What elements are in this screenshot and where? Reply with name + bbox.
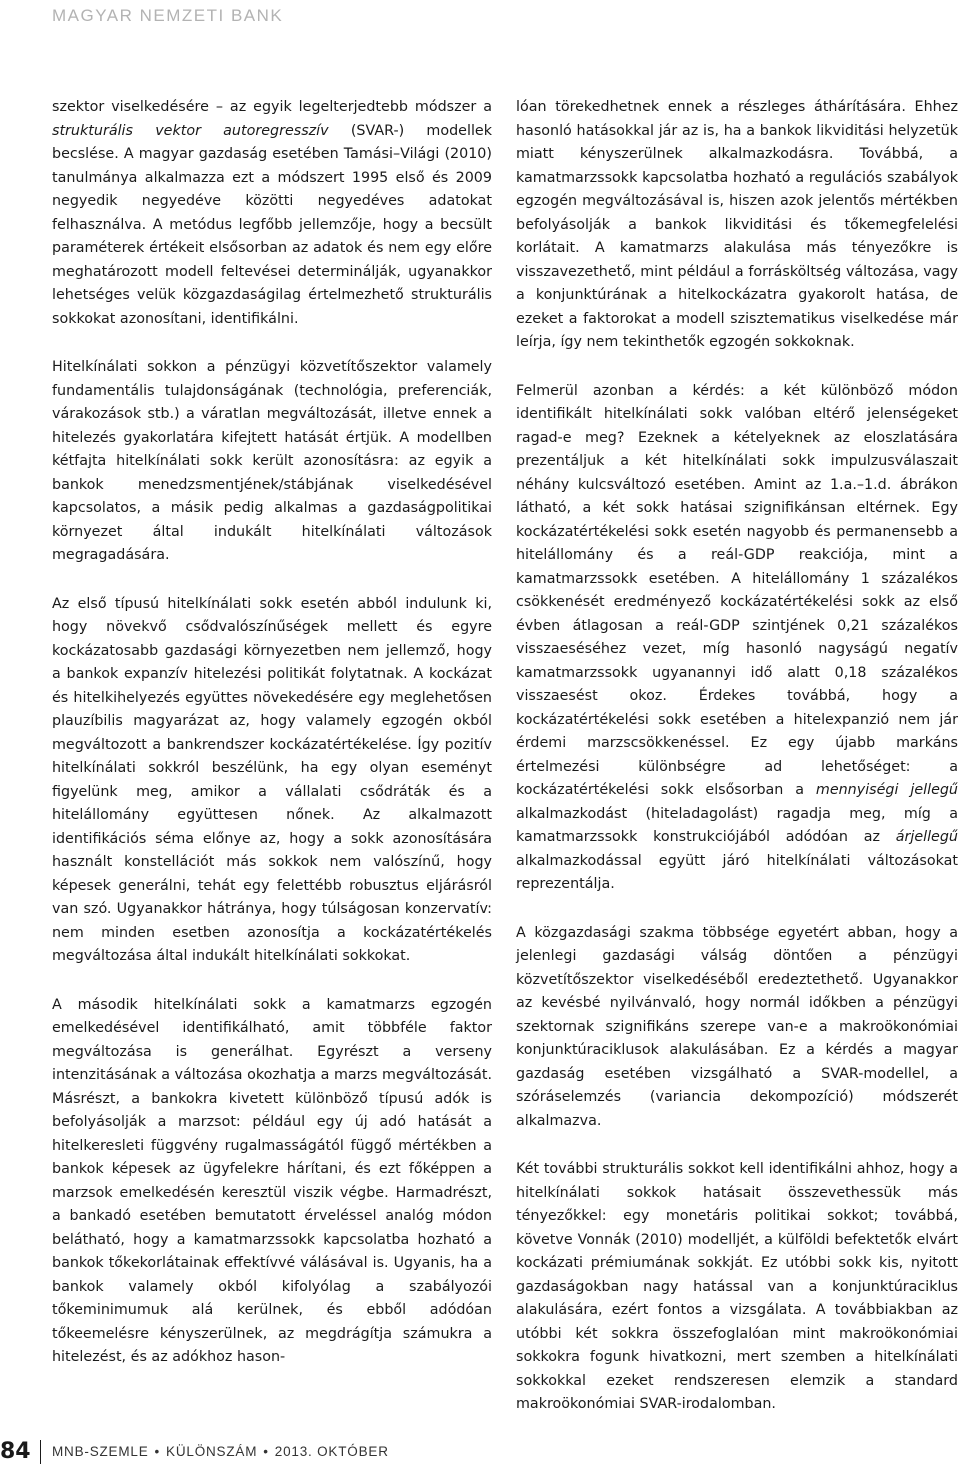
paragraph (516, 922, 958, 1134)
text-run: Hitelkínálati sokkon a pénzügyi közvetítőszektor valamely fundamentális tulajdonságának (technológia, preferenciák, várakozások stb.) a váratlan megváltozását, illetve ennek a hitelezés gyakorlatára kifejtett hatását értjük. A modellben kétfajta hitelkínálati sokk került azonosításra: az egyik a bankok menedzsmentjének/stábjának viselkedésével kapcsolatos, a másik pedig alkalmas a gazdaságpolitikai környezet által indukált hitelkínálati változások megragadására. (52, 359, 492, 563)
issue-date: 2013. OKTÓBER (274, 1444, 389, 1459)
page-number: 84 (0, 1439, 31, 1464)
footer-separator: • (263, 1444, 269, 1459)
paragraph (516, 96, 958, 355)
paragraph (52, 994, 492, 1370)
left-column (52, 96, 492, 1370)
publication-name: MNB-SZEMLE (52, 1444, 149, 1459)
italic-term: mennyiségi jellegű (815, 782, 958, 798)
footer-separator: • (154, 1444, 161, 1459)
footer-publication-info (52, 1438, 389, 1466)
text-run: alkalmazkodással együtt járó hitelkínálati változásokat reprezentálja. (516, 852, 958, 892)
text-run: lóan törekedhetnek ennek a részleges áthárítására. Ehhez hasonló hatásokkal jár az is, ha a bankok likviditási helyzetük miatt kényszerülnek alkalmazkodásra. Továbbá, a kamatmarzssokk kapcsolatba hozható a regulációs szabályok egzogén megváltozásával is, hiszen azok jelentős mértékben befolyásolják a bankok likviditási és tőkemegfelelési korlátait. A kamatmarzs alakulása más tényezőkre is visszavezethető, mint például a forrásköltség változása, vagy a konjunktúrának a hitelkockázatra gyakorolt hatása, de ezeket a faktorokat a modell szisztematikus viselkedése már leírja, így nem tekinthetők egzogén sokkoknak. (516, 99, 958, 350)
page-footer (0, 1438, 960, 1466)
italic-term: strukturális vektor autoregresszív (52, 122, 329, 139)
text-run: szektor viselkedésére – az egyik legelterjedtebb módszer a (52, 99, 492, 115)
right-column (516, 96, 958, 1417)
running-header: MAGYAR NEMZETI BANK (52, 6, 284, 25)
text-run: Két további strukturális sokkot kell identifikálni ahhoz, hogy a hitelkínálati sokkok hatásait összevethessük más tényezőkkel: egy monetáris politikai sokkot; továbbá, követve Vonnák (2010) modelljét, a külföldi befektetők elvárt kockázati prémiumának sokkját. Ez utóbbi sokk kis, nyitott gazdaságokban nagy hatással van a konjunktúraciklus alakulására, ezért fontos a vizsgálata. A továbbiakban az utóbbi két sokkra összefoglalóan mint makroökonómiai sokkokra fogunk hivatkozni, mert szemben a hitelkínálati sokkokkal ezeket rendszeresen elemzik a standard makroökonómiai SVAR-irodalomban. (516, 1161, 958, 1412)
text-run: (SVAR-) modellek becslése. A magyar gazdaság esetében Tamási–Világi (2010) tanulmánya alkalmazza ezt a módszert 1995 első és 2009 negyedik negyedéve közötti negyedéves adatokat felhasználva. A metódus legfőbb jellemzője, hogy a becsült paraméterek értékeit elsősorban az adatok és nem egy előre meghatározott modell feltevései determinálják, ugyanakkor lehetséges velük közgazdaságilag értelmezhető strukturális sokkokat azonosítani, identifikálni. (52, 122, 492, 327)
text-run: A második hitelkínálati sokk a kamatmarzs egzogén emelkedésével identifikálható, amit többféle faktor megváltozása is generálhat. Egyrészt a verseny intenzitásának a változása okozhatja a marzs megváltozását. Másrészt, a bankokra kivetett különböző típusú adók is befolyásolják a marzsot: például egy új adó hatását a hitelkeresleti függvény rugalmasságától függő mértékben a bankok képesek az ügyfelekre hárítani, és ezt főképpen a marzsok emelkedésén keresztül viszik végbe. Harmadrészt, a bankadó esetében bemutatott érveléssel analóg módon belátható, hogy a kamatmarzssokk kapcsolatba hozható a bankok tőkekorlátainak effektívvé válásával is. Ugyanis, ha a bankok valamely okból kifolyólag a szabályozói tőkeminimumuk alá kerülnek, és ebből adódóan tőkeemelésre kényszerülnek, az megdrágítja számukra a hitelezést, és az adókhoz hason- (52, 996, 492, 1365)
text-run: alkalmazkodást (hiteladagolást) ragadja meg, míg a kamatmarzssokk konstrukciójából adódóan az (516, 805, 958, 845)
paragraph (52, 356, 492, 568)
text-run: A közgazdasági szakma többsége egyetért abban, hogy a jelenlegi gazdasági válság döntően a pénzügyi közvetítőszektor viselkedéséből eredeztethető. Ugyanakkor az kevésbé nyilvánvaló, hogy normál időkben a pénzügyi szektornak szignifikáns szerepe van-e a makroökonómiai konjunktúraciklusok alakulásában. Ez a kérdés a magyar gazdaság esetében vizsgálható a SVAR-modellel, a szóráselemzés (variancia dekompozíció) módszerét alkalmazva. (516, 924, 958, 1129)
paragraph (516, 1158, 958, 1417)
italic-term: árjellegű (895, 829, 958, 845)
paragraph (516, 380, 958, 897)
issue-name: KÜLÖNSZÁM (166, 1444, 258, 1459)
footer-divider (40, 1440, 41, 1464)
paragraph (52, 96, 492, 331)
text-run: Felmerül azonban a kérdés: a két különböző módon identifikált hitelkínálati sokk valóban eltérő jelenségeket ragad-e meg? Ezeknek a kételyeknek az eloszlatására prezentáljuk a két hitelkínálati sokk impulzusválaszait néhány kulcsváltozó esetében. Amint az 1.a.–1.d. ábrákon látható, a két sokk hatásai szignifikánsan eltérnek. Egy kockázatértékelési sokk esetén nagyobb és permanensebb a hitelállomány és a reál-GDP reakciója, mint a kamatmarzssokk esetében. A hitelállomány 1 százalékos csökkenését eredményező kockázatértékelési sokk az első évben átlagosan a reál-GDP szintjének 0,21 százalékos visszaeséséhez vezet, míg hasonló nagyságú negatív kamatmarzssokk ugyanannyi idő alatt 0,18 százalékos visszaesést okoz. Érdekes továbbá, hogy a kockázatértékelési sokk esetében a hitelexpanzió nem jár érdemi marzscsökkenéssel. Ez egy újabb markáns értelmezési különbségre ad lehetőséget: a kockázatértékelési sokk elsősorban a (516, 382, 958, 798)
paragraph (52, 593, 492, 969)
text-run: Az első típusú hitelkínálati sokk esetén abból indulunk ki, hogy növekvő csődvalószínűségek mellett és egyre kockázatosabb gazdasági környezetben nem jellemző, hogy a bankok expanzív hitelezési politikát folytatnak. A kockázat és hitelkihelyezés együttes növekedésére egy meglehetősen plauzíbilis magyarázat az, hogy valamely egzogén okból megváltozott a bankrendszer kockázatértékelése. Így pozitív hitelkínálati sokkról beszélünk, ha egy olyan eseményt figyelünk meg, amikor a vállalati csődráták és a hitelállomány együttesen nőnek. Az alkalmazott identifikációs séma előnye az, hogy a sokk azonosítására használt konstellációt más sokkok nem valószínű, hogy képesek generálni, tehát egy felettébb robusztus eljárásról van szó. Ugyanakkor hátránya, hogy túlságosan konzervatív: nem minden esetben azonosítja a kockázatértékelés megváltozása által indukált hitelkínálati sokkokat. (52, 595, 492, 964)
